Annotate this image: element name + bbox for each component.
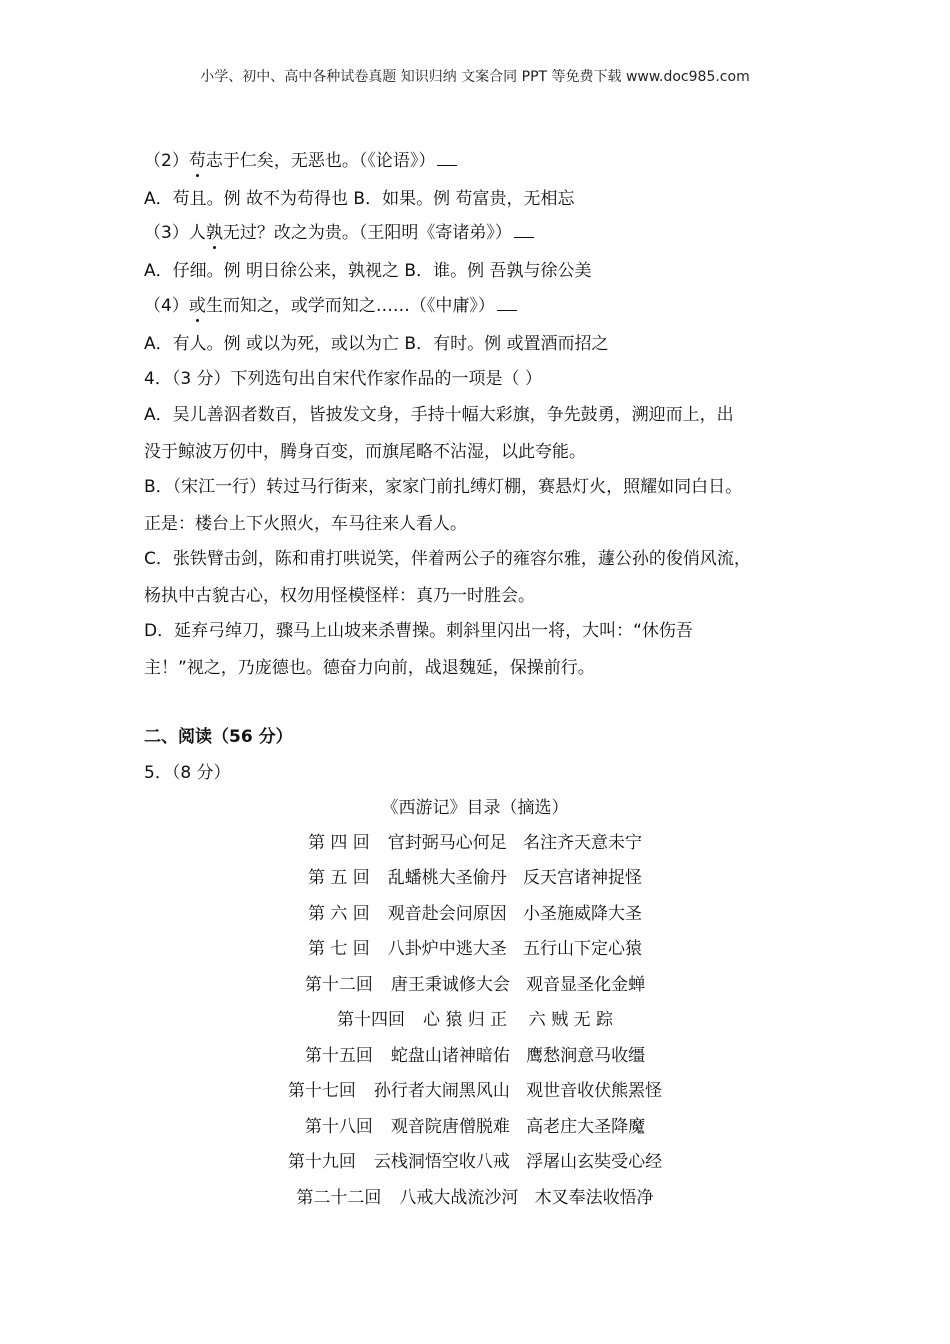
section-title: 二、阅读（56 分） — [144, 727, 293, 747]
q3-item4 — [144, 291, 517, 316]
q3-item3-prefix: （3）人 — [144, 223, 206, 243]
toc-chapter-number: 第 六 回 — [307, 904, 370, 924]
q4-option-c-line1: C．张铁臂击剑，陈和甫打哄说笑，伴着两公子的雍容尔雅，蘧公孙的俊俏风流， — [144, 549, 751, 569]
toc-chapter-title: 云栈洞悟空收八戒 浮屠山玄奘受心经 — [373, 1152, 663, 1172]
toc-chapter-number: 第十五回 — [304, 1046, 373, 1066]
toc-chapter-title: 八戒大战流沙河 木叉奉法收悟净 — [399, 1188, 654, 1208]
toc-chapter-number: 第十四回 — [336, 1010, 405, 1030]
q4-option-a-line1: A．吴儿善泅者数百，皆披发文身，手持十幅大彩旗，争先鼓勇，溯迎而上，出 — [144, 405, 734, 425]
toc-row — [0, 1076, 950, 1101]
toc-chapter-title: 蛇盘山诸神暗佑 鹰愁涧意马收缰 — [390, 1046, 646, 1066]
page-header: 小学、初中、高中各种试卷真题 知识归纳 文案合同 PPT 等免费下载 www.doc985.com — [200, 69, 750, 85]
q4-option-d-line2: 主！”视之，乃庞德也。德奋力向前，战退魏延，保操前行。 — [144, 658, 595, 678]
toc-row — [0, 828, 950, 853]
toc-chapter-title: 八卦炉中逃大圣 五行山下定心猿 — [387, 939, 643, 959]
toc-chapter-title: 乱蟠桃大圣偷丹 反天宫诸神捉怪 — [387, 868, 643, 888]
toc-row — [0, 1005, 950, 1030]
q5-label: 5．（8 分） — [144, 763, 231, 783]
q4-stem: 4．（3 分）下列选句出自宋代作家作品的一项是（ ） — [144, 369, 542, 389]
toc-chapter-title: 心 猿 归 正 六 贼 无 踪 — [422, 1010, 614, 1030]
toc-row — [0, 934, 950, 959]
answer-blank — [514, 221, 534, 238]
q3-item3-rest: 无过？改之为贵。（王阳明《寄诸弟》） — [222, 223, 512, 243]
q3-item3-options: A．仔细。例 明日徐公来，孰视之 B．谁。例 吾孰与徐公美 — [144, 261, 592, 281]
toc-chapter-title: 唐王秉诚修大会 观音显圣化金蝉 — [390, 975, 646, 995]
toc-chapter-title: 观音院唐僧脱难 高老庄大圣降魔 — [390, 1117, 646, 1137]
toc-chapter-title: 观音赴会问原因 小圣施威降大圣 — [387, 904, 643, 924]
q4-option-a-line2: 没于鲸波万仞中，腾身百变，而旗尾略不沾湿，以此夸能。 — [144, 442, 586, 462]
q3-item2-prefix: （2） — [144, 151, 189, 171]
toc-row — [0, 1183, 950, 1208]
q3-item4-rest: 生而知之，或学而知之……（《中庸》） — [205, 296, 495, 316]
q4-option-c-line2: 杨执中古貌古心，权勿用怪模怪样：真乃一时胜会。 — [144, 586, 535, 606]
answer-blank — [437, 149, 457, 166]
toc-row — [0, 863, 950, 888]
toc-row — [0, 1112, 950, 1137]
q3-item4-dotted-char: 或 — [189, 291, 206, 316]
toc-chapter-title: 孙行者大闹黑风山 观世音收伏熊罴怪 — [373, 1081, 663, 1101]
q4-option-b-line1: B．（宋江一行）转过马行街来，家家门前扎缚灯棚，赛悬灯火，照耀如同白日。 — [144, 477, 743, 497]
toc-chapter-number: 第 五 回 — [307, 868, 370, 888]
q4-option-d-line1: D．延弃弓绰刀，骤马上山坡来杀曹操。刺斜里闪出一将，大叫：“休伤吾 — [144, 621, 693, 641]
toc-row — [0, 899, 950, 924]
toc-chapter-number: 第十八回 — [304, 1117, 373, 1137]
toc-row — [0, 1041, 950, 1066]
answer-blank — [497, 294, 517, 311]
toc-chapter-number: 第 七 回 — [307, 939, 370, 959]
q3-item4-options: A．有人。例 或以为死，或以为亡 B．有时。例 或置酒而招之 — [144, 334, 609, 354]
q4-option-b-line2: 正是：楼台上下火照火，车马往来人看人。 — [144, 514, 467, 534]
toc-chapter-number: 第十七回 — [287, 1081, 356, 1101]
q3-item3-dotted-char: 孰 — [206, 218, 223, 243]
toc-chapter-number: 第十九回 — [287, 1152, 356, 1172]
toc-chapter-number: 第十二回 — [304, 975, 373, 995]
q3-item3 — [144, 218, 534, 243]
q3-item2-dotted-char: 苟 — [189, 146, 206, 171]
toc-row — [0, 1147, 950, 1172]
toc-title: 《西游记》目录（摘选） — [381, 798, 569, 818]
toc-chapter-title: 官封弼马心何足 名注齐天意未宁 — [387, 833, 643, 853]
q3-item2 — [144, 146, 457, 171]
q3-item2-rest: 志于仁矣，无恶也。（《论语》） — [205, 151, 436, 171]
toc-chapter-number: 第二十二回 — [296, 1188, 382, 1208]
toc-chapter-number: 第 四 回 — [307, 833, 370, 853]
q3-item2-options: A．苟且。例 故不为苟得也 B．如果。例 苟富贵，无相忘 — [144, 189, 575, 209]
toc-row — [0, 970, 950, 995]
q3-item4-prefix: （4） — [144, 296, 189, 316]
